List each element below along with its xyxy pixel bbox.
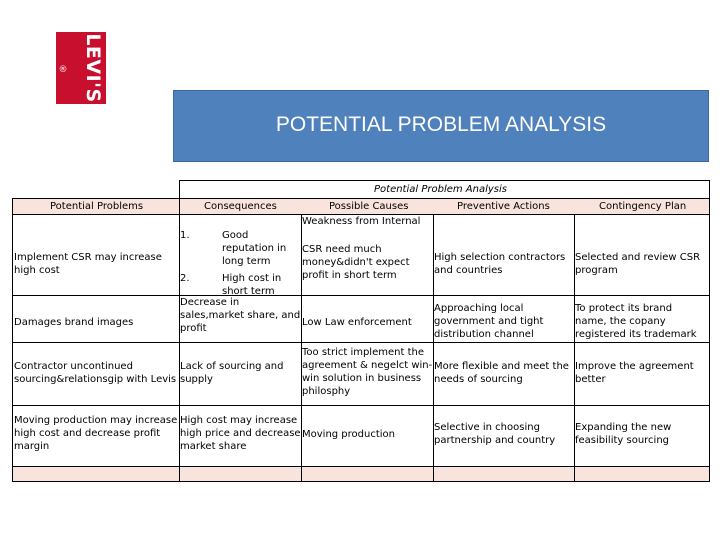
row2-contingency: To protect its brand name, the copany registered its trademark	[575, 303, 697, 340]
row-divider	[12, 295, 710, 296]
table-border-right	[709, 180, 710, 482]
caption-divider	[12, 198, 710, 199]
table-caption: Potential Problem Analysis	[374, 184, 508, 195]
subheader-weakness: Weakness from Internal	[302, 216, 421, 227]
header-contingency-plan: Contingency Plan	[599, 201, 687, 212]
row4-problem: Moving production may increase high cost and decrease profit margin	[14, 415, 178, 452]
row3-contingency: Improve the agreement better	[575, 361, 694, 385]
table-border-left	[12, 198, 13, 482]
row4-consequence: High cost may increase high price and decrease market share	[180, 415, 301, 452]
row1-cause: CSR need much money&didn't expect profit in short term	[302, 244, 410, 281]
svg-text:LEVI'S: LEVI'S	[82, 33, 104, 103]
row4-preventive: Selective in choosing partnership and country	[434, 422, 556, 446]
row1-consequence-text-2: High cost in short term	[222, 273, 282, 297]
row1-consequence-text-1: Good reputation in long term	[222, 230, 287, 267]
table-border-bottom	[12, 481, 710, 482]
footer-row-background	[12, 466, 710, 482]
row-divider	[12, 405, 710, 406]
table-border-top-right	[179, 180, 710, 181]
title-banner	[173, 90, 709, 162]
row1-contingency: Selected and review CSR program	[575, 252, 701, 276]
row3-preventive: More flexible and meet the needs of sourcing	[434, 361, 569, 385]
row2-cause: Low Law enforcement	[302, 317, 412, 328]
problem-analysis-table	[12, 180, 710, 482]
header-preventive-actions: Preventive Actions	[457, 201, 550, 212]
svg-text:®: ®	[58, 65, 68, 75]
header-consequences: Consequences	[204, 201, 277, 212]
levis-logo-graphic	[56, 32, 106, 104]
row-divider	[12, 342, 710, 343]
row1-preventive: High selection contractors and countries	[434, 252, 566, 276]
row4-contingency: Expanding the new feasibility sourcing	[575, 422, 672, 446]
header-potential-problems: Potential Problems	[50, 201, 144, 212]
row3-problem: Contractor uncontinued sourcing&relationsgip with Levis	[14, 361, 177, 385]
row1-problem: Implement CSR may increase high cost	[14, 252, 162, 276]
levis-logo	[56, 32, 106, 104]
row4-cause: Moving production	[302, 429, 396, 440]
row-divider	[12, 466, 710, 467]
row1-consequence-num-1: 1.	[180, 230, 190, 241]
row3-cause: Too strict implement the agreement & negelct win- win solution in business philosphy	[302, 347, 433, 397]
row2-consequence: Decrease in sales,market share, and profit	[180, 297, 301, 334]
row1-consequence-num-2: 2.	[180, 273, 190, 284]
page-title: POTENTIAL PROBLEM ANALYSIS	[275, 113, 607, 136]
row3-consequence: Lack of sourcing and supply	[180, 361, 284, 385]
row2-problem: Damages brand images	[14, 317, 134, 328]
header-possible-causes: Possible Causes	[329, 201, 409, 212]
row2-preventive: Approaching local government and tight distribution channel	[434, 303, 544, 340]
